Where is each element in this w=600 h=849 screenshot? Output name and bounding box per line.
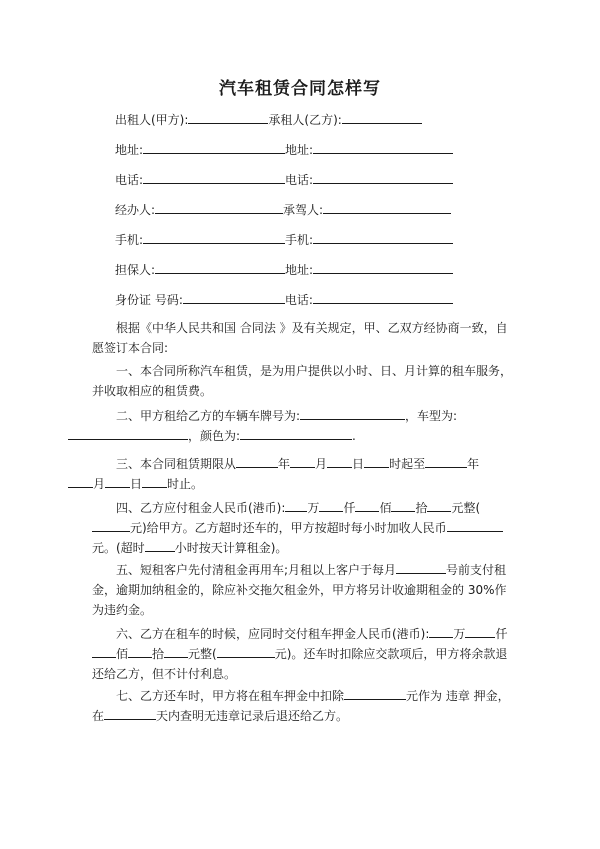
party-row-phone xyxy=(115,172,453,188)
clause-7-text-a: 七、乙方还车时，甲方将在租车押金中扣除 xyxy=(116,689,345,703)
start-month-field[interactable] xyxy=(290,456,315,468)
party-row-mobile xyxy=(115,232,453,248)
deposit-wan-label: 万 xyxy=(453,627,466,641)
end-day-field[interactable] xyxy=(105,476,130,488)
lessee-phone-field[interactable] xyxy=(313,172,453,184)
deposit-bai-label: 佰 xyxy=(116,647,129,661)
id-number-label: 身份证 号码: xyxy=(115,293,183,307)
rent-bai-field[interactable] xyxy=(355,500,379,512)
id-phone-label: 电话: xyxy=(284,293,313,307)
party-row-lessor xyxy=(115,112,422,128)
lessee-mobile-label: 手机: xyxy=(285,233,314,247)
handler-field[interactable] xyxy=(155,202,283,214)
rent-shi-field[interactable] xyxy=(391,500,415,512)
end-hour-field[interactable] xyxy=(142,476,167,488)
guarantor-address-field[interactable] xyxy=(313,262,453,274)
clause-7 xyxy=(92,686,517,726)
end-year-label: 年 xyxy=(467,457,480,471)
id-number-field[interactable] xyxy=(183,292,285,304)
clause-4-text-b: 元)给甲方。乙方超时还车的，甲方按超时每小时加收人民币 xyxy=(130,521,447,535)
end-day-label: 日 xyxy=(130,477,143,491)
lessor-field[interactable] xyxy=(188,112,268,124)
lessor-mobile-field[interactable] xyxy=(143,232,285,244)
deposit-wan-field[interactable] xyxy=(429,626,453,638)
start-year-field[interactable] xyxy=(236,456,278,468)
clause-6-text-a: 六、乙方在租车的时候，应同时交付租车押金人民币(港币): xyxy=(116,627,430,641)
start-day-field[interactable] xyxy=(327,456,352,468)
clause-7-text-c: 天内查明无违章记录后退还给乙方。 xyxy=(156,709,349,723)
party-row-guarantor xyxy=(115,262,453,278)
clause-3 xyxy=(92,454,517,494)
deposit-qian-label: 仟 xyxy=(495,627,508,641)
handler-label: 经办人: xyxy=(115,203,156,217)
deposit-shi-label: 拾 xyxy=(152,647,165,661)
rent-wan-field[interactable] xyxy=(285,500,307,512)
deposit-total-field[interactable] xyxy=(217,646,275,658)
deposit-bai-field[interactable] xyxy=(92,646,116,658)
lessor-phone-label: 电话: xyxy=(115,173,144,187)
deposit-yuan-zheng-label: 元整( xyxy=(188,647,217,661)
deposit-shi-field[interactable] xyxy=(128,646,152,658)
hour-to-label: 时止。 xyxy=(167,477,204,491)
id-phone-field[interactable] xyxy=(313,292,453,304)
overtime-hours-field[interactable] xyxy=(145,540,175,552)
document-title: 汽车租赁合同怎样写 xyxy=(219,79,381,99)
clause-6-text-b: 元)。还车时扣除应交款项后，甲方将余款退还给乙方，但不计付利息。 xyxy=(92,647,508,681)
overtime-rate-field[interactable] xyxy=(447,520,503,532)
clause-4-text-d: 小时按天计算租金)。 xyxy=(174,541,288,555)
driver-label: 承驾人: xyxy=(283,203,324,217)
rent-total-field[interactable] xyxy=(92,520,130,532)
guarantor-field[interactable] xyxy=(155,262,285,274)
lessor-address-label: 地址: xyxy=(115,143,144,157)
guarantor-label: 担保人: xyxy=(115,263,156,277)
check-days-field[interactable] xyxy=(104,708,156,720)
wan-label: 万 xyxy=(307,501,320,515)
clause-4-text-c: 元。(超时 xyxy=(92,541,145,555)
car-color-field[interactable] xyxy=(240,428,352,440)
lessor-mobile-label: 手机: xyxy=(115,233,144,247)
clause-3-text-a: 三、本合同租赁期限从 xyxy=(116,457,237,471)
qian-label: 仟 xyxy=(343,501,356,515)
lessor-label: 出租人(甲方): xyxy=(115,113,189,127)
car-model-field[interactable] xyxy=(68,428,188,440)
lessor-address-field[interactable] xyxy=(143,142,285,154)
lessee-mobile-field[interactable] xyxy=(313,232,453,244)
intro-paragraph: 根据《中华人民共和国 合同法 》及有关规定，甲、乙双方经协商一致，自愿签订本合同: xyxy=(92,321,508,355)
hour-from-label: 时起至 xyxy=(389,457,426,471)
lessee-phone-label: 电话: xyxy=(285,173,314,187)
clause-6 xyxy=(92,624,517,684)
bai-label: 佰 xyxy=(379,501,392,515)
clause-4 xyxy=(92,498,517,558)
clause-5 xyxy=(92,560,517,620)
month-label: 月 xyxy=(315,457,328,471)
clause-2 xyxy=(92,406,517,446)
party-row-id xyxy=(115,292,453,308)
start-hour-field[interactable] xyxy=(364,456,389,468)
deposit-qian-field[interactable] xyxy=(465,626,495,638)
year-label: 年 xyxy=(278,457,291,471)
clause-2-text-d: . xyxy=(352,429,356,443)
clause-7-text-b: 元作为 违章 押金，在 xyxy=(92,689,510,723)
lessor-phone-field[interactable] xyxy=(143,172,285,184)
end-month-label: 月 xyxy=(93,477,106,491)
yuan-label: 元 xyxy=(451,501,464,515)
day-label: 日 xyxy=(352,457,365,471)
deposit-yuan-field[interactable] xyxy=(164,646,188,658)
rent-yuan-field[interactable] xyxy=(427,500,451,512)
rent-qian-field[interactable] xyxy=(319,500,343,512)
clause-5-text-a: 五、短租客户先付清租金再用车;月租以上客户于每月 xyxy=(116,563,397,577)
clause-1: 一、本合同所称汽车租赁，是为用户提供以小时、日、月计算的租车服务，并收取相应的租赁费。 xyxy=(92,364,513,398)
clause-2-text-a: 二、甲方租给乙方的车辆车牌号为: xyxy=(116,409,301,423)
clause-5-text-b: 号前支付租金，逾期加纳租金的，除应补交拖欠租金外，甲方将另计收逾期租金的 30%作为违约金。 xyxy=(92,563,507,617)
clause-2-text-c: ，颜色为: xyxy=(188,429,241,443)
clause-2-text-b: ，车型为: xyxy=(405,409,458,423)
party-row-handler xyxy=(115,202,451,218)
lessee-label: 承租人(乙方): xyxy=(268,113,342,127)
plate-number-field[interactable] xyxy=(300,408,405,420)
clause-4-text-a: 四、乙方应付租金人民币(港币): xyxy=(116,501,286,515)
guarantor-address-label: 地址: xyxy=(285,263,314,277)
driver-field[interactable] xyxy=(323,202,451,214)
end-year-field[interactable] xyxy=(425,456,467,468)
violation-deposit-field[interactable] xyxy=(344,688,406,700)
lessee-field[interactable] xyxy=(342,112,422,124)
lessee-address-field[interactable] xyxy=(313,142,453,154)
end-month-field[interactable] xyxy=(68,476,93,488)
payment-day-field[interactable] xyxy=(396,562,446,574)
party-row-address xyxy=(115,142,453,158)
shi-label: 拾 xyxy=(415,501,428,515)
lessee-address-label: 地址: xyxy=(285,143,314,157)
zheng-open-label: 整( xyxy=(463,501,481,515)
